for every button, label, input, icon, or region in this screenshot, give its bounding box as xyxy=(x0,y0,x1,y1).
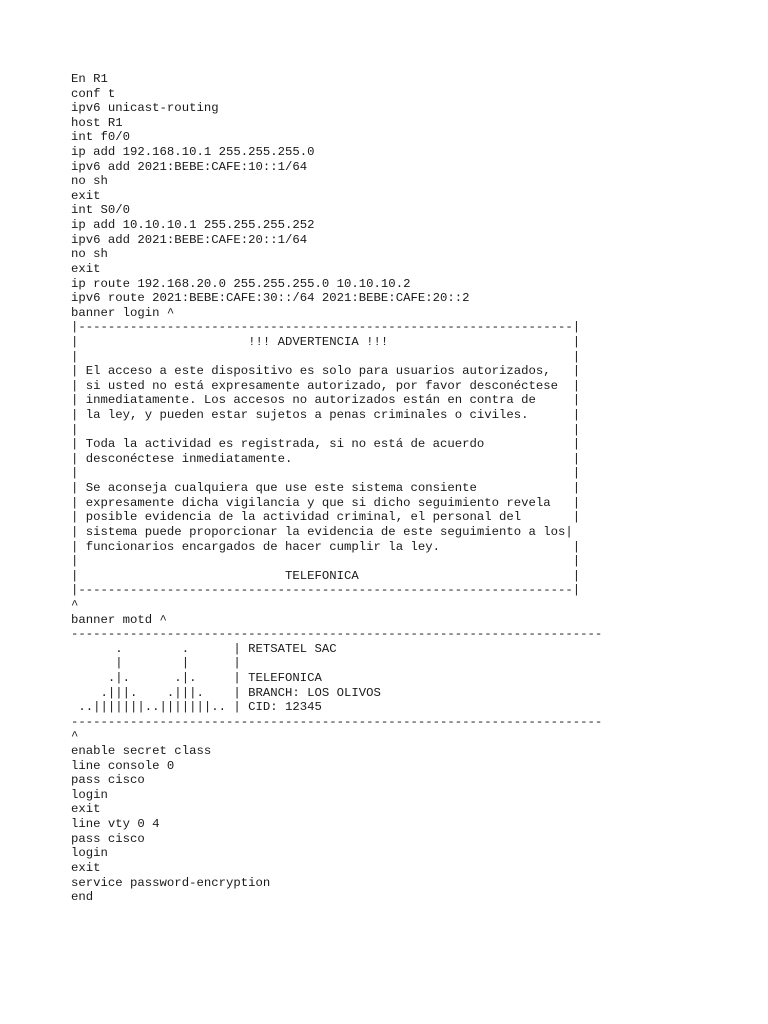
config-line: exit xyxy=(71,188,101,203)
config-line: | Se aconseja cualquiera que use este sistema consiente | xyxy=(71,481,581,496)
config-line: | la ley, y pueden estar sujetos a penas criminales o civiles. | xyxy=(71,408,581,423)
config-line: ^ xyxy=(71,597,79,612)
config-line: | sistema puede proporcionar la evidencia de este seguimiento a los| xyxy=(71,524,573,539)
config-line: int f0/0 xyxy=(71,130,131,145)
config-line: pass cisco xyxy=(71,773,145,788)
config-line: banner login ^ xyxy=(71,305,175,320)
config-line: exit xyxy=(71,860,101,875)
config-line: ip route 192.168.20.0 255.255.255.0 10.10.10.2 xyxy=(71,276,411,291)
config-line: exit xyxy=(71,802,101,817)
config-line: login xyxy=(71,846,108,861)
config-line: line console 0 xyxy=(71,758,175,773)
config-line: .|. .|. | TELEFONICA xyxy=(71,670,322,685)
config-line: no sh xyxy=(71,174,108,189)
config-line: | inmediatamente. Los accesos no autorizados están en contra de | xyxy=(71,393,581,408)
config-line: ^ xyxy=(71,729,79,744)
config-line: pass cisco xyxy=(71,831,145,846)
config-line: ------------------------------------------------------------------------ xyxy=(71,627,603,642)
config-line: ipv6 route 2021:BEBE:CAFE:30::/64 2021:BEBE:CAFE:20::2 xyxy=(71,291,470,306)
config-line: ip add 192.168.10.1 255.255.255.0 xyxy=(71,145,315,160)
config-line: ipv6 unicast-routing xyxy=(71,101,219,116)
config-line: | | xyxy=(71,349,581,364)
config-line: .|||. .|||. | BRANCH: LOS OLIVOS xyxy=(71,685,381,700)
config-line: | | xyxy=(71,554,581,569)
config-line: conf t xyxy=(71,86,116,101)
config-line: | | xyxy=(71,422,581,437)
config-line: | Toda la actividad es registrada, si no está de acuerdo | xyxy=(71,437,581,452)
config-line: | expresamente dicha vigilancia y que si dicho seguimiento revela | xyxy=(71,495,581,510)
config-line: end xyxy=(71,890,94,905)
config-line: no sh xyxy=(71,247,108,262)
config-line: ..|||||||..|||||||.. | CID: 12345 xyxy=(71,700,322,715)
config-line: | si usted no está expresamente autorizado, por favor desconéctese | xyxy=(71,378,581,393)
config-line: En R1 xyxy=(71,72,108,86)
config-line: | posible evidencia de la actividad criminal, el personal del | xyxy=(71,510,581,525)
config-line: ipv6 add 2021:BEBE:CAFE:10::1/64 xyxy=(71,159,308,174)
config-line: | | | xyxy=(71,656,241,671)
config-line: | desconéctese inmediatamente. | xyxy=(71,451,581,466)
config-line: enable secret class xyxy=(71,744,212,759)
config-line: . . | RETSATEL SAC xyxy=(71,641,337,656)
config-line: line vty 0 4 xyxy=(71,817,160,832)
config-line: ip add 10.10.10.1 255.255.255.252 xyxy=(71,218,315,233)
config-line: |-------------------------------------------------------------------| xyxy=(71,583,581,598)
config-line: login xyxy=(71,787,108,802)
config-line: exit xyxy=(71,261,101,276)
config-line: banner motd ^ xyxy=(71,612,167,627)
config-line: host R1 xyxy=(71,115,123,130)
config-line: | funcionarios encargados de hacer cumplir la ley. | xyxy=(71,539,581,554)
config-line: | El acceso a este dispositivo es solo para usuarios autorizados, | xyxy=(71,364,581,379)
config-line: ipv6 add 2021:BEBE:CAFE:20::1/64 xyxy=(71,232,308,247)
config-text-block xyxy=(71,72,602,905)
config-line: | !!! ADVERTENCIA !!! | xyxy=(71,334,581,349)
config-line: int S0/0 xyxy=(71,203,131,218)
config-line: | | xyxy=(71,466,581,481)
config-line: | TELEFONICA | xyxy=(71,568,581,583)
config-line: |-------------------------------------------------------------------| xyxy=(71,320,581,335)
config-line: ------------------------------------------------------------------------ xyxy=(71,714,603,729)
config-line: service password-encryption xyxy=(71,875,271,890)
